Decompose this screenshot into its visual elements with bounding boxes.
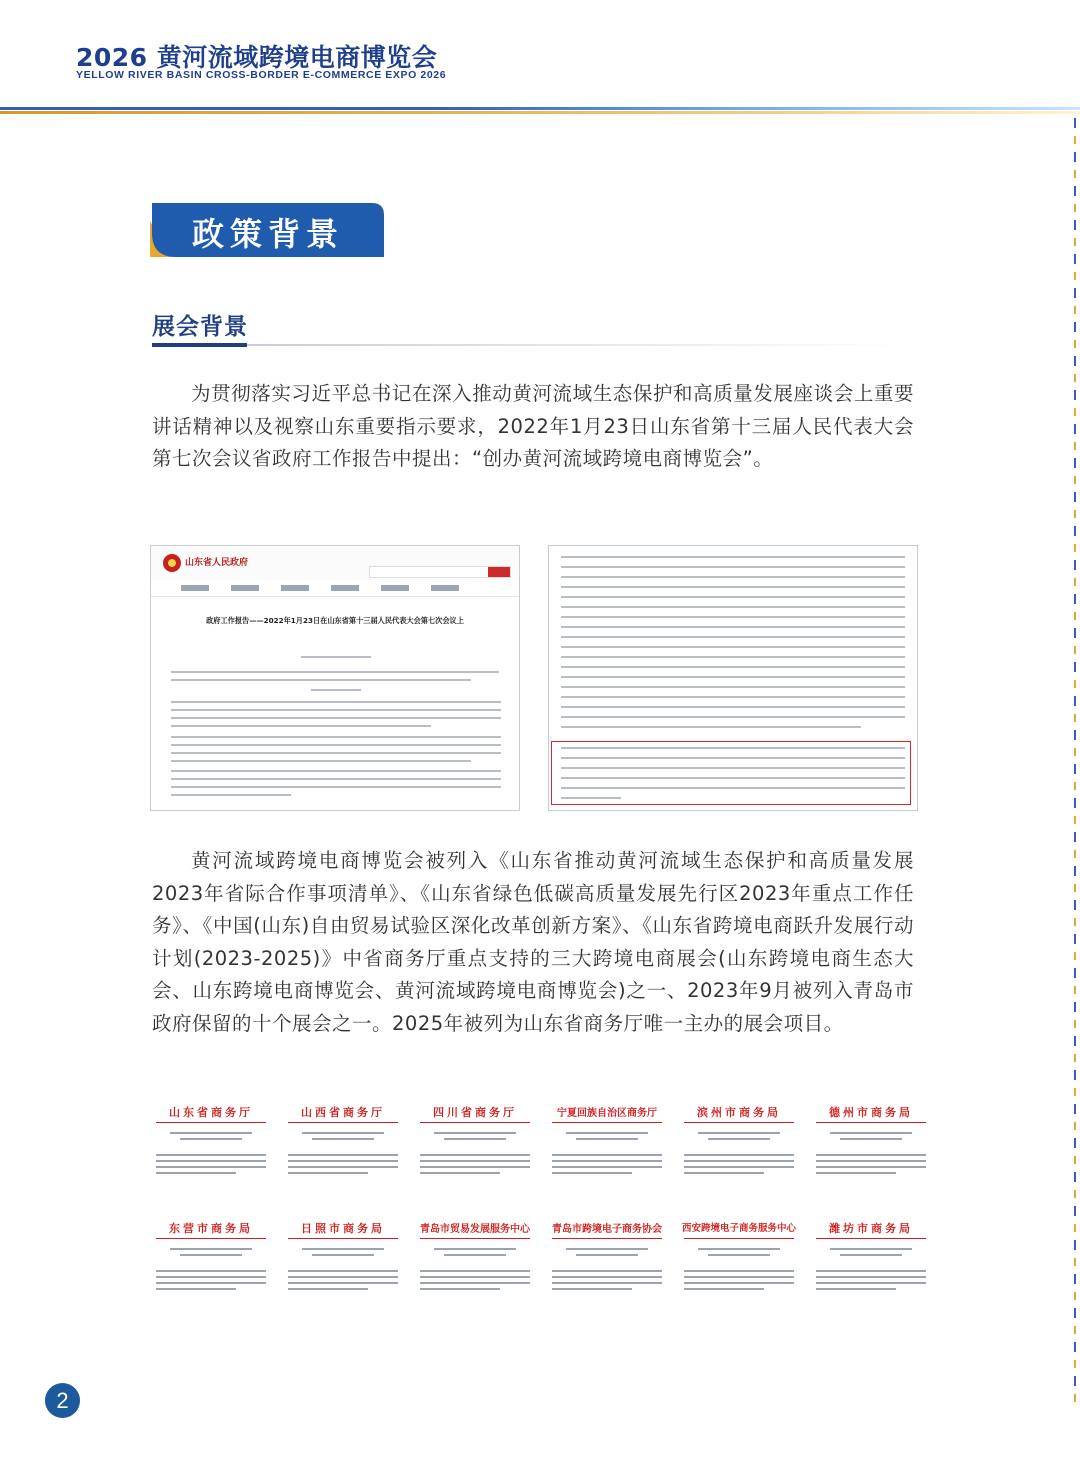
letter-issuer: 潍坊市商务局 (829, 1222, 913, 1235)
letter-issuer: 宁夏回族自治区商务厅 (557, 1108, 657, 1119)
page-number: 2 (45, 1383, 80, 1418)
header-stripe-blue (0, 107, 1080, 110)
subsection-underline (152, 343, 912, 347)
letter-card (678, 1098, 800, 1192)
paragraph-listings: 黄河流域跨境电商博览会被列入《山东省推动黄河流域生态保护和高质量发展2023年省际合作事项清单》、《山东省绿色低碳高质量发展先行区2023年重点工作任务》、《中国(山东)自由贸易试验区深化改革创新方案》、《山东省跨境电商跃升发展行动计划(2023-2025)》中省商务厅重点支持的三大跨境电商展会(山东跨境电商生态大会、山东跨境电商博览会、黄河流域跨境电商博览会)之一、2023年9月被列入青岛市政府保留的十个展会之一。2025年被列为山东省商务厅唯一主办的展会项目。 (152, 849, 914, 1035)
expo-subtitle: YELLOW RIVER BASIN CROSS-BORDER E-COMMERCE EXPO 2026 (76, 69, 447, 81)
letter-issuer: 德州市商务局 (829, 1106, 913, 1119)
section-banner (150, 203, 385, 257)
letter-issuer: 山西省商务厅 (301, 1106, 385, 1119)
letter-card (414, 1214, 536, 1308)
page-header (0, 0, 1080, 120)
gov-site-name: 山东省人民政府 (185, 558, 249, 568)
letter-issuer: 青岛市跨境电子商务协会 (552, 1224, 662, 1235)
letter-card (414, 1098, 536, 1192)
letter-card (150, 1098, 272, 1192)
letter-issuer: 东营市商务局 (169, 1222, 253, 1235)
letter-card (810, 1098, 932, 1192)
report-title: 政府工作报告——2022年1月23日在山东省第十三届人民代表大会第七次会议上 (206, 616, 464, 625)
report-excerpt-screenshot (548, 545, 918, 811)
gov-nav-bar (151, 582, 519, 597)
highlight-box (551, 741, 911, 805)
letter-card (546, 1098, 668, 1192)
letter-card (150, 1214, 272, 1308)
paragraph-background: 为贯彻落实习近平总书记在深入推动黄河流域生态保护和高质量发展座谈会上重要讲话精神以及视察山东重要指示要求，2022年1月23日山东省第十三届人民代表大会第七次会议省政府工作报告中提出：“创办黄河流域跨境电商博览会”。 (152, 382, 914, 470)
header-stripe-gold (0, 111, 1080, 114)
expo-title: 2026 黄河流域跨境电商博览会 (76, 43, 438, 72)
letter-card (810, 1214, 932, 1308)
national-emblem-icon (163, 554, 181, 572)
letter-issuer: 山东省商务厅 (169, 1106, 253, 1119)
support-letters-grid (150, 1098, 930, 1308)
letter-issuer: 滨州市商务局 (697, 1106, 781, 1119)
letter-issuer: 四川省商务厅 (433, 1106, 517, 1119)
side-dashed-border (1074, 118, 1076, 1408)
letter-card (282, 1098, 404, 1192)
gov-search-box (369, 566, 511, 578)
letter-issuer: 青岛市贸易发展服务中心 (420, 1224, 530, 1235)
section-title: 政策背景 (192, 215, 345, 253)
letter-card (678, 1214, 800, 1308)
letter-issuer: 日照市商务局 (301, 1222, 385, 1235)
letter-card (546, 1214, 668, 1308)
letter-card (282, 1214, 404, 1308)
letter-issuer: 西安跨境电子商务服务中心 (681, 1223, 796, 1234)
subsection-title: 展会背景 (152, 314, 248, 340)
gov-site-header (151, 546, 519, 580)
gov-website-screenshot (150, 545, 520, 811)
